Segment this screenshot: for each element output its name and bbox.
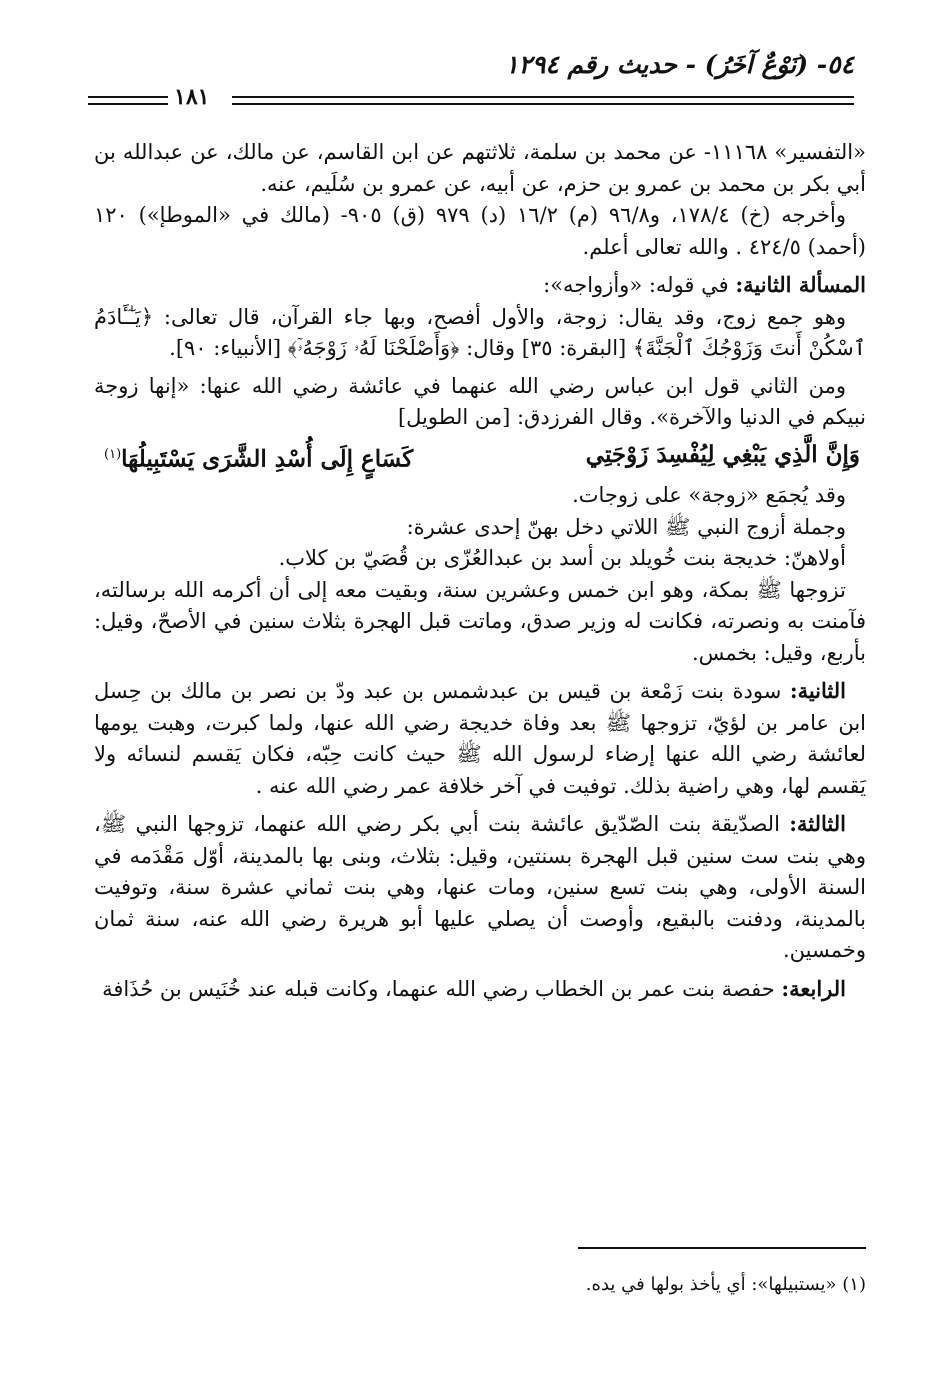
header-rule <box>232 103 854 105</box>
page-number: ١٨١ <box>174 84 210 110</box>
section-text: في قوله: «وأزواجه»: <box>543 273 736 297</box>
header-rule <box>232 96 854 98</box>
paragraph: ومن الثاني قول ابن عباس رضي الله عنهما في عائشة رضي الله عنها: «إنها زوجة نبيكم في الدنيا والآخرة». وقال الفرزدق: [من الطويل] <box>94 373 866 429</box>
entry-label: الثانية: <box>789 678 846 704</box>
paragraph: وهو جمع زوج، وقد يقال: زوجة، والأول أفصح، وبها جاء القرآن، قال تعالى: ﴿يَـٰٓـَٔادَمُ ٱسْكُنْ أَنتَ وَزَوْجُكَ ٱلْجَنَّةَ﴾ [البقرة: ٣٥] وقال: ﴿وَأَصْلَحْنَا لَهُۥ زَوْجَهُۥٓ﴾ [الأنبياء: ٩٠]. <box>94 304 866 360</box>
section-heading <box>94 269 866 302</box>
entry-text: سودة بنت زَمْعة بن قيس بن عبدشمس بن عبد ودّ بن نصر بن مالك بن حِسل ابن عامر بن لؤيّ، تزوجها ﷺ بعد وفاة خديجة رضي الله عنها، ولما كبرت، وهبت يومها لعائشة رضي الله عنها إرضاء لرسول الله ﷺ حيث كانت حِبّه، فكان يَقسم لنسائه ولا يَقسم لها، وهي راضية بذلك. توفيت في آخر خلافة عمر رضي الله عنه . <box>94 679 866 798</box>
poem-second-hemistich: كَسَاعٍ إِلَى أُسْدِ الشَّرَى يَسْتَبِيلُهَا$^{(١)}$ <box>104 445 414 473</box>
running-head: ٥٤- (نَوْعٌ آخَرُ) - حديث رقم ١٢٩٤ <box>505 50 854 79</box>
paragraph: أولاهنّ: خديجة بنت خُويلد بن أسد بن عبدالعُزّى بن قُصَيّ بن كلاب. <box>278 546 846 571</box>
footnote-rule <box>578 1247 866 1249</box>
paragraph: وقد يُجمَع «زوجة» على زوجات. <box>572 483 846 508</box>
poem-verse <box>94 434 866 481</box>
footnote: (١) «يستبيلها»: أي يأخذ بولها في يده. <box>585 1274 866 1295</box>
entry-label: الرابعة: <box>781 975 846 1001</box>
poem-first-hemistich: وَإِنَّ الَّذِي يَبْغِي لِيُفْسِدَ زَوْجَتِي <box>585 440 860 468</box>
entry-text: الصدّيقة بنت الصّدّيق عائشة بنت أبي بكر رضي الله عنهما، تزوجها النبي ﷺ، وهي بنت ست سنين قبل الهجرة بسنتين، وقيل: بثلاث، وبنى بها بالمدينة، أوّل مَقْدَمه في السنة الأولى، وهي بنت تسع سنين، ومات عنها، وهي بنت ثماني عشرة سنة، وتوفيت بالمدينة، ودفنت بالبقيع، وأوصت أن يصلي عليها أبو هريرة رضي الله عنه، سنة ثمان وخمسين. <box>94 812 866 963</box>
wife-entry <box>94 675 866 802</box>
paragraph: تزوجها ﷺ بمكة، وهو ابن خمس وعشرين سنة، وبقيت معه إلى أن أكرمه الله برسالته، فآمنت به ونصرته، فكانت له وزير صدق، وماتت قبل الهجرة بثلاث سنين في الأصحّ، وقيل: بأربع، وقيل: بخمس. <box>94 577 866 665</box>
page-number-rule <box>88 103 168 105</box>
paragraph: «التفسير» ١١١٦٨- عن محمد بن سلمة، ثلاثتهم عن ابن القاسم، عن مالك، عن عبدالله بن أبي بكر بن محمد بن عمرو بن حزم، عن أبيه، عن عمرو بن سُلَيم، عنه. <box>94 140 866 196</box>
entry-label: الثالثة: <box>789 811 846 837</box>
main-text <box>94 137 866 1005</box>
paragraph: وأخرجه (خ) ١٧٨/٤، و٩٦/٨ (م) ١٦/٢ (د) ٩٧٩ (ق) ٩٠٥- (مالك في «الموطإ») ١٢٠ (أحمد) ٤٢٤/٥ . والله تعالى أعلم. <box>94 203 866 259</box>
wife-entry <box>94 808 866 967</box>
entry-text: حفصة بنت عمر بن الخطاب رضي الله عنهما، وكانت قبله عند خُنَيس بن حُذَافة <box>102 976 782 1001</box>
page-number-rule <box>88 96 168 98</box>
wife-entry <box>94 973 866 1006</box>
section-label: المسألة الثانية: <box>735 272 866 297</box>
footnote-marker: (١) <box>104 446 122 462</box>
paragraph: وجملة أزوج النبي ﷺ اللاتي دخل بهنّ إحدى عشرة: <box>406 514 846 539</box>
